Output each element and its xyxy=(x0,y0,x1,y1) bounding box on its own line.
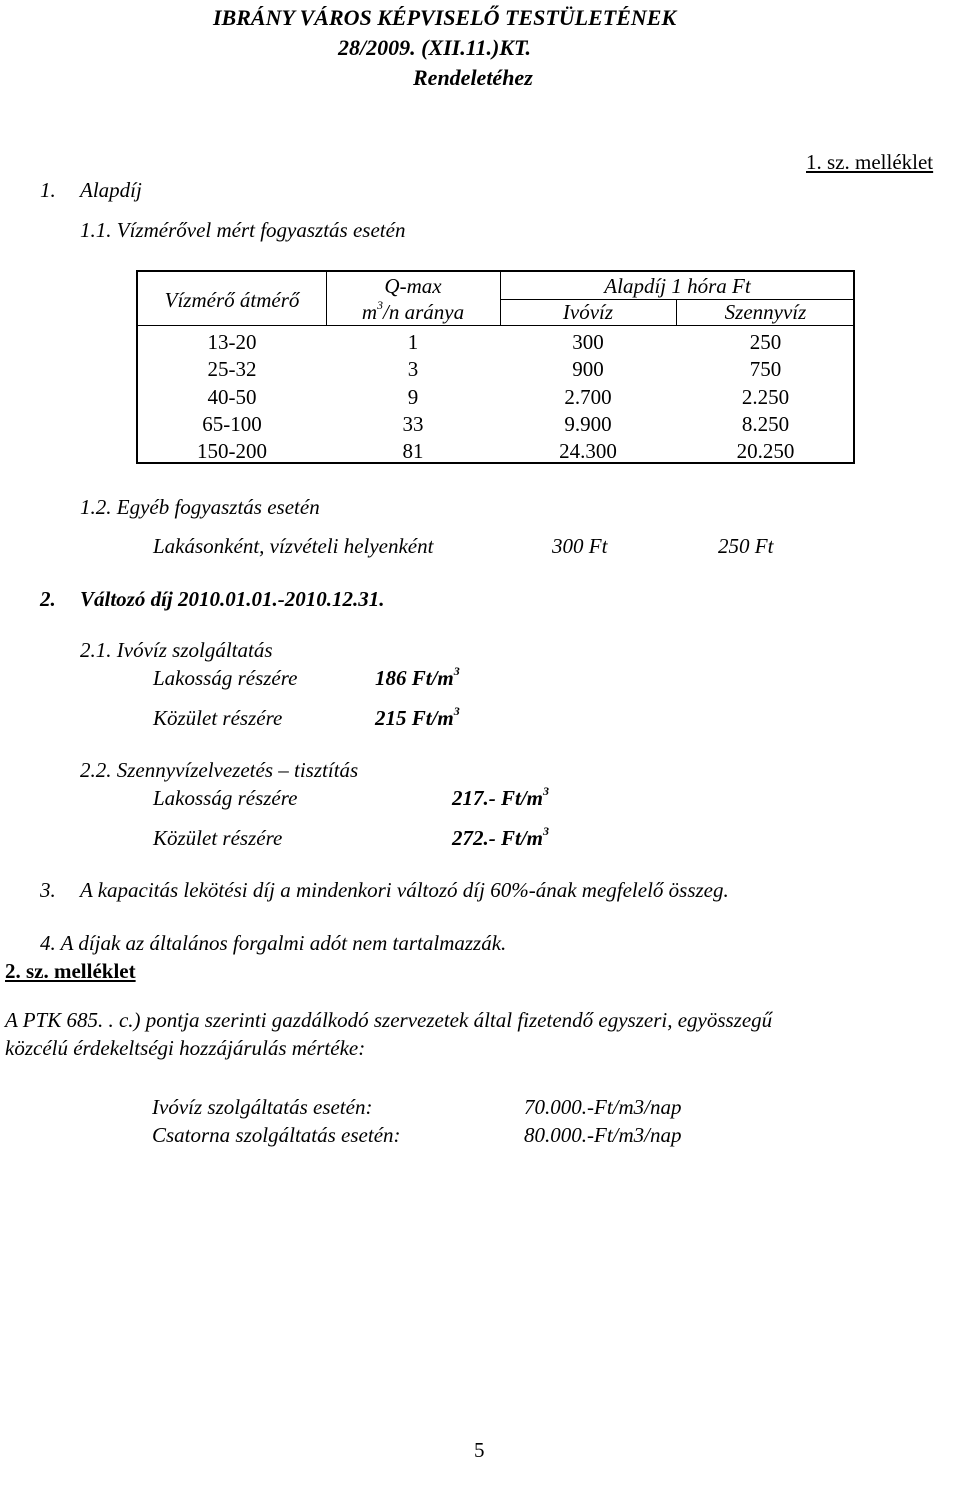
table-cell: 81 xyxy=(402,439,424,464)
table-cell: 900 xyxy=(572,357,604,382)
header-drinking-water: Ivóvíz xyxy=(562,300,614,324)
contrib-water-label: Ivóvíz szolgáltatás esetén: xyxy=(152,1095,373,1119)
annex-2-label: 2. sz. melléklet xyxy=(5,959,136,983)
fee-table xyxy=(136,270,855,464)
table-cell: 2.250 xyxy=(741,384,790,409)
contrib-sewer-label: Csatorna szolgáltatás esetén: xyxy=(152,1123,401,1147)
section-3-text: A kapacitás lekötési díj a mindenkori változó díj 60%-ának megfelelő összeg. xyxy=(80,878,729,902)
table-cell: 24.300 xyxy=(559,439,617,464)
section-3-number: 3. xyxy=(40,878,56,902)
table-cell: 1 xyxy=(407,330,419,354)
section-2-1-title: 2.1. Ivóvíz szolgáltatás xyxy=(80,638,273,662)
table-cell: 2.700 xyxy=(564,384,612,409)
table-cell: 65-100 xyxy=(202,411,262,436)
section-2-2-institutional-value: 272.- $Ft/m^3$ xyxy=(452,824,550,850)
section-2-1-residential-value: 186 $Ft/m^3$ xyxy=(375,664,460,690)
table-cell: 3 xyxy=(407,357,419,382)
contrib-water-value: 70.000.-Ft/m3/nap xyxy=(524,1095,682,1119)
section-1-2-title: 1.2. Egyéb fogyasztás esetén xyxy=(80,495,320,519)
table-cell: 9.900 xyxy=(564,411,612,436)
header-ratio: $m^3/n$ aránya xyxy=(361,298,465,324)
header-line-3: Rendeletéhez xyxy=(413,65,533,90)
header-base-fee-group: Alapdíj 1 hóra Ft xyxy=(604,274,751,298)
section-1-1-title: 1.1. Vízmérővel mért fogyasztás esetén xyxy=(80,218,406,242)
table-cell: 25-32 xyxy=(207,357,257,382)
header-line-2: 28/2009. (XII.11.)KT. xyxy=(338,35,531,60)
section-1-title: Alapdíj xyxy=(80,178,142,202)
header-wastewater: Szennyvíz xyxy=(724,300,807,324)
section-2-2-residential-value: 217.- $Ft/m^3$ xyxy=(452,784,550,810)
table-cell: 300 xyxy=(572,330,604,354)
table-cell: 150-200 xyxy=(197,439,267,464)
section-4-text: 4. A díjak az általános forgalmi adót nem tartalmazzák. xyxy=(40,931,507,955)
section-2-1-residential-label: Lakosság részére xyxy=(153,666,298,690)
section-2-2-institutional-label: Közület részére xyxy=(153,826,283,850)
section-2-number: 2. xyxy=(40,587,56,611)
table-cell: 8.250 xyxy=(741,411,790,436)
table-cell: 40-50 xyxy=(207,384,257,409)
section-1-number: 1. xyxy=(40,178,56,202)
section-1-2-label: Lakásonként, vízvételi helyenként xyxy=(153,534,434,558)
header-line-1: IBRÁNY VÁROS KÉPVISELŐ TESTÜLETÉNEK xyxy=(213,5,677,30)
section-2-1-institutional-label: Közület részére xyxy=(153,706,283,730)
header-meter-diameter: Vízmérő átmérő xyxy=(164,288,300,312)
section-1-2-value-1: 300 Ft xyxy=(552,534,608,558)
table-cell: 33 xyxy=(402,411,424,436)
header-qmax: Q-max xyxy=(384,274,442,298)
section-2-2-residential-label: Lakosság részére xyxy=(153,786,298,810)
table-cell: 9 xyxy=(407,384,419,409)
section-1-2-value-2: 250 Ft xyxy=(718,534,774,558)
section-2-2-title: 2.2. Szennyvízelvezetés – tisztítás xyxy=(80,758,359,782)
table-cell: 750 xyxy=(749,357,782,382)
ptk-line-1: A PTK 685. . c.) pontja szerinti gazdálkodó szervezetek által fizetendő egyszeri, egyösszegű xyxy=(5,1008,773,1032)
page-number: 5 xyxy=(474,1438,485,1462)
section-2-title: Változó díj 2010.01.01.-2010.12.31. xyxy=(80,587,385,611)
table-cell: 250 xyxy=(749,330,782,354)
annex-1-label: 1. sz. melléklet xyxy=(806,150,934,174)
table-cell: 20.250 xyxy=(736,439,795,464)
ptk-line-2: közcélú érdekeltségi hozzájárulás mértéke: xyxy=(5,1036,366,1060)
table-cell: 13-20 xyxy=(207,330,257,354)
section-2-1-institutional-value: 215 $Ft/m^3$ xyxy=(375,704,460,730)
contrib-sewer-value: 80.000.-Ft/m3/nap xyxy=(524,1123,682,1147)
